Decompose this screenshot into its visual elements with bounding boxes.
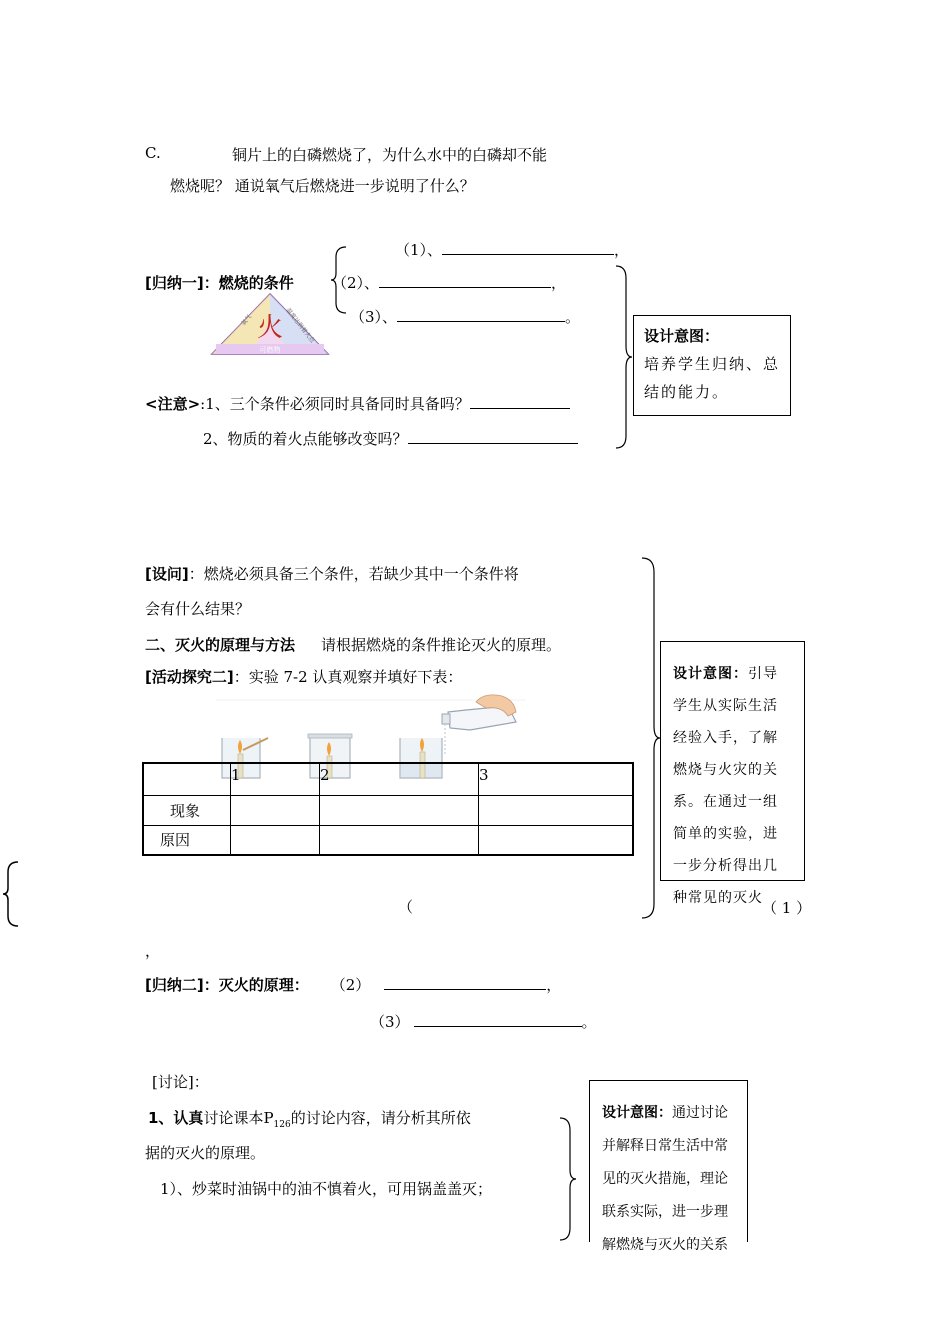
design-intent-box-1 — [633, 315, 791, 416]
right-brace-2 — [640, 556, 662, 920]
fire-char: 火 — [256, 313, 284, 343]
discussion-label: [讨论]： — [152, 1073, 209, 1091]
table-header-blank — [143, 763, 231, 795]
question-c-letter: C. — [145, 144, 161, 162]
question-line1: [设问]：燃烧必须具备三个条件，若缺少其中一个条件将 — [145, 565, 519, 583]
discussion-item-1-line2: 据的灭火的原理。 — [145, 1144, 266, 1162]
stray-comma: ， — [145, 942, 161, 960]
note-q2: 2、物质的着火点能够改变吗？ — [203, 428, 578, 449]
table-cell[interactable] — [320, 825, 479, 855]
design-intent-3-title: 设计意图： — [602, 1105, 672, 1121]
section-two: 二、灭火的原理与方法 请根据燃烧的条件推论灭火的原理。 — [145, 636, 562, 654]
design-intent-1-text: 培养学生归纳、总结的能力。 — [644, 355, 781, 401]
condition-2: （2）、 ， — [332, 274, 567, 292]
row-label-reason: 原因 — [143, 825, 231, 855]
summary-two-line2: （3） 。 — [370, 1013, 597, 1031]
table-cell[interactable] — [231, 825, 320, 855]
note-q2-blank[interactable] — [408, 429, 578, 444]
note-q1: <注意>:1、三个条件必须同时具备同时具备吗？ — [145, 393, 570, 414]
design-intent-2-title: 设计意图： — [673, 666, 748, 682]
condition-3-blank[interactable] — [397, 307, 565, 322]
table-row — [143, 825, 633, 855]
row-label-phenomenon: 现象 — [143, 795, 231, 825]
discussion-item-1: 1、认真讨论课本$P_{126}$的讨论内容，请分析其所依 — [148, 1109, 471, 1130]
summary-two-line1: [归纳二]：灭火的原理： （2） ， — [145, 976, 562, 994]
summary-one-label: [归纳一]：燃烧的条件 — [145, 274, 294, 292]
left-margin-brace — [2, 860, 20, 928]
note-q1-blank[interactable] — [470, 394, 570, 409]
question-c-line1: 铜片上的白磷燃烧了，为什么水中的白磷却不能 — [232, 146, 548, 164]
table-cell[interactable] — [231, 795, 320, 825]
stray-paren: （ — [398, 898, 414, 916]
design-intent-box-3 — [589, 1080, 748, 1253]
fuel-side-label: 可燃物 — [259, 346, 281, 354]
table-cell[interactable] — [479, 825, 634, 855]
principle-3-blank[interactable] — [414, 1012, 582, 1027]
design-intent-3-text: 通过讨论并解释日常生活中常见的灭火措施，理论联系实际，进一步理解燃烧与灭火的关系 — [602, 1105, 728, 1253]
table-cell[interactable] — [320, 795, 479, 825]
table-cell[interactable] — [479, 795, 634, 825]
activity-two: [活动探究二]：实验 7-2 认真观察并填好下表： — [145, 668, 463, 686]
design-intent-box-2 — [660, 641, 805, 906]
right-brace-3 — [558, 1116, 578, 1244]
oxygen-side-label: 氧气 — [240, 313, 253, 328]
discussion-sub-1: 1）、炒菜时油锅中的油不慎着火，可用锅盖盖灭； — [160, 1180, 493, 1198]
question-line2: 会有什么结果？ — [145, 600, 251, 618]
right-brace-1 — [614, 264, 634, 450]
design-intent-1-title: 设计意图： — [644, 327, 720, 345]
condition-3: （3）、 。 — [350, 308, 581, 326]
stray-one: （ 1 ） — [762, 899, 812, 917]
principle-2-blank[interactable] — [384, 975, 546, 990]
question-c-line2: 燃烧呢？ 通说氧气后燃烧进一步说明了什么？ — [170, 177, 475, 195]
table-row — [143, 795, 633, 825]
fire-triangle-diagram — [210, 292, 330, 358]
condition-1: （1）、 ， — [395, 241, 630, 259]
condition-1-blank[interactable] — [442, 240, 614, 255]
table-col-1: 1 — [231, 763, 320, 795]
table-col-3: 3 — [479, 763, 634, 795]
table-col-2: 2 — [320, 763, 479, 795]
condition-2-blank[interactable] — [379, 273, 551, 288]
experiment-table — [142, 762, 634, 856]
design-intent-2-text: 引导学生从实际生活经验入手，了解燃烧与火灾的关系。在通过一组简单的实验，进一步分析得出几种常见的灭火 — [673, 666, 778, 906]
ignition-side-label: 温度达到着火点 — [284, 306, 316, 345]
